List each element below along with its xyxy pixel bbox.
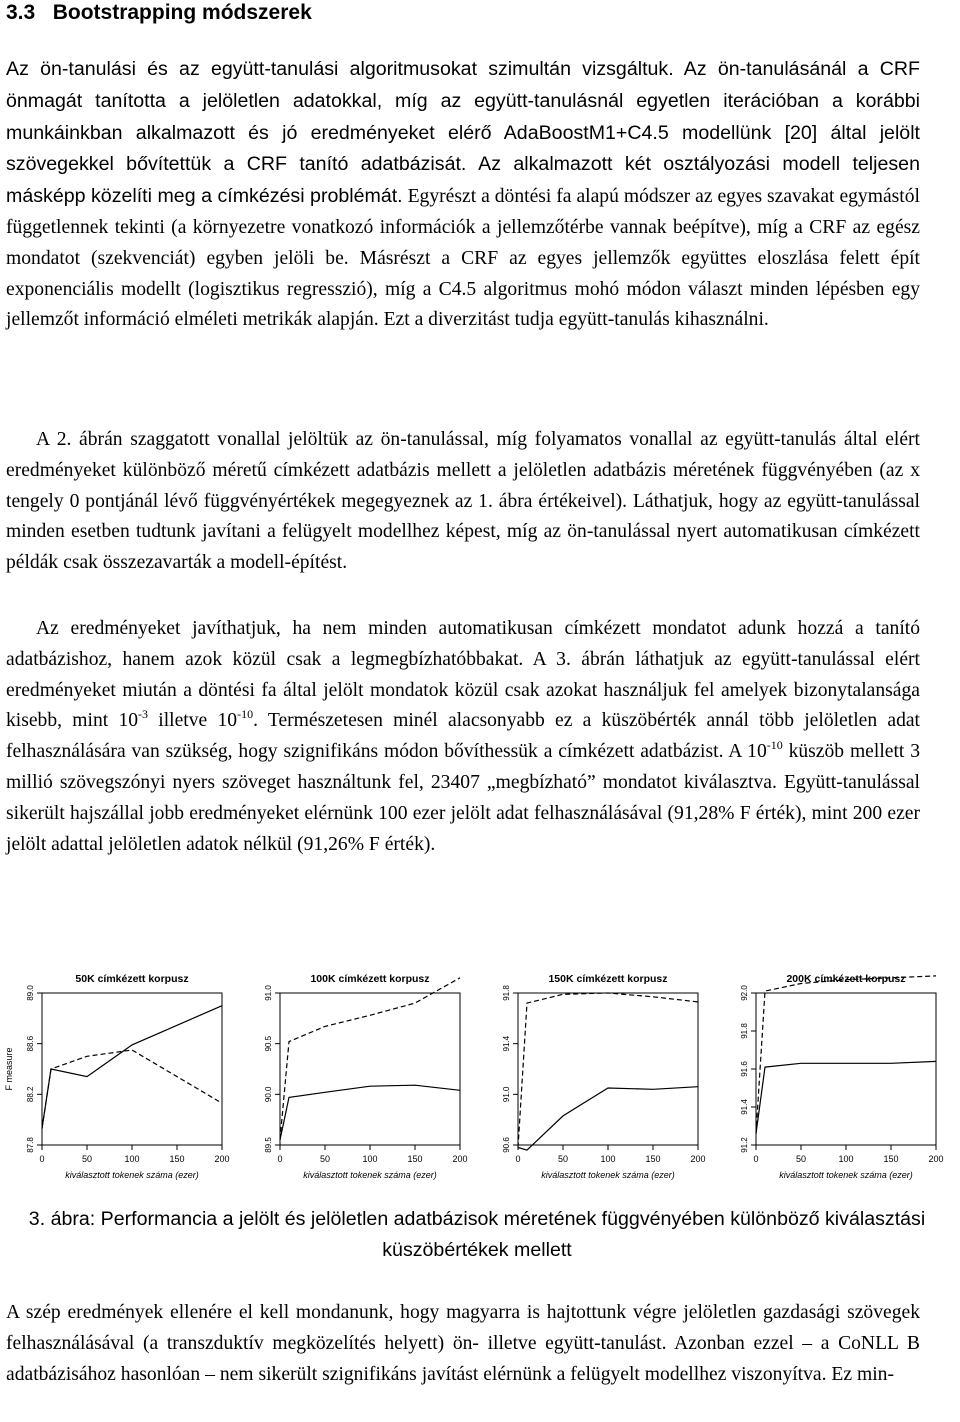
- figure-3: [0, 955, 954, 1205]
- superscript-3: -10: [766, 738, 783, 753]
- x-tick-label: 50: [557, 1154, 569, 1164]
- series-line-solid: [756, 1061, 936, 1133]
- y-tick-label: 90.6: [502, 1137, 511, 1153]
- y-tick-label: 92.0: [740, 985, 749, 1001]
- paragraph-1-part-c: Egyrészt a döntési fa alapú módszer az egyes szavakat egymástól függetlennek tekinti (a környezetre vonatkozó információk a jellemzőtérbe vannak beépítve), míg a CRF az egész mondatot (szekvenciát) egyben jelöli be. Másrészt a CRF az egyes jellemzők együttes eloszlása felett épít exponenciális modellt (logisztikus regresszió), míg a C4.5 algoritmus mohó módon választ minden lépésben egy jellemzőt információ elméleti metrikák alapján. Ezt a diverzitást tudja együtt-tanulás kihasználni.: [6, 186, 920, 331]
- y-tick-label: 90.5: [264, 1035, 273, 1052]
- paragraph-3-part-b: illetve 10: [148, 710, 238, 732]
- series-line-solid: [518, 1087, 698, 1150]
- chart-title: 200K címkézett korpusz: [786, 973, 906, 985]
- section-number: 3.3: [6, 1, 36, 24]
- x-tick-label: 100: [362, 1154, 378, 1164]
- chart-title: 150K címkézett korpusz: [548, 973, 668, 985]
- plot-frame: [42, 993, 222, 1145]
- chart-4: [714, 955, 952, 1205]
- x-tick-label: 0: [753, 1154, 759, 1164]
- y-tick-label: 87.8: [26, 1137, 35, 1153]
- x-tick-label: 200: [214, 1154, 230, 1164]
- y-tick-label: 91.8: [502, 985, 511, 1001]
- paragraph-4-text: A szép eredmények ellenére el kell mondanunk, hogy magyarra is hajtottunk végre jelöletlen gazdasági szövegek felhasználásával (a transzduktív megközelítés helyett) ön- illetve együtt-tanulást. Azonban ezzel – a CoNLL B adatbázisához hasonlóan – nem sikerült szignifikáns javítást elérnünk a felügyelt modellhez viszonyítva. Ez min-: [6, 1302, 920, 1385]
- plot-frame: [518, 993, 698, 1145]
- x-tick-label: 150: [407, 1154, 423, 1164]
- chart-panel-4: [714, 955, 952, 1205]
- series-line-dashed: [756, 976, 936, 1134]
- x-tick-label: 0: [515, 1154, 521, 1164]
- series-line-solid: [42, 1006, 222, 1129]
- x-axis-label: kiválasztott tokenek száma (ezer): [65, 1170, 199, 1180]
- series-line-dashed: [280, 978, 460, 1140]
- y-tick-label: 89.5: [264, 1137, 273, 1153]
- x-tick-label: 200: [928, 1154, 944, 1164]
- chart-1: [0, 955, 238, 1205]
- paragraph-3-part-c: . Természetesen minél alacsonyabb ez a küszöbérték annál több jelöletlen adat felhasználására van szükség, hogy szignifikáns módon bővíthessük a címkézett adatbázist. A 10: [6, 710, 921, 763]
- x-tick-label: 150: [169, 1154, 185, 1164]
- x-tick-label: 150: [883, 1154, 899, 1164]
- x-tick-label: 100: [838, 1154, 854, 1164]
- x-tick-label: 100: [600, 1154, 616, 1164]
- y-tick-label: 88.2: [26, 1086, 35, 1103]
- y-tick-label: 91.2: [740, 1137, 749, 1153]
- x-tick-label: 0: [39, 1154, 45, 1164]
- paragraph-4: [6, 1298, 920, 1390]
- plot-frame: [756, 993, 936, 1145]
- y-tick-label: 88.6: [26, 1035, 35, 1052]
- y-tick-label: 91.0: [502, 1086, 511, 1103]
- y-tick-label: 91.6: [740, 1061, 749, 1077]
- x-axis-label: kiválasztott tokenek száma (ezer): [303, 1170, 437, 1180]
- x-axis-label: kiválasztott tokenek száma (ezer): [779, 1170, 913, 1180]
- x-tick-label: 50: [81, 1154, 93, 1164]
- y-tick-label: 90.0: [264, 1086, 273, 1103]
- y-tick-label: 91.4: [740, 1099, 749, 1115]
- paragraph-2-text: A 2. ábrán szaggatott vonallal jelöltük az ön-tanulással, míg folyamatos vonallal az együtt-tanulás által elért eredményeket különböző méretű címkézett adatbázis mellett a jelöletlen adatbázis méretének függvényében (az x tengely 0 pontjánál lévő függvényértékek megegyeznek az 1. ábra értékeivel). Láthatjuk, hogy az együtt-tanulással minden esetben tudtunk javítani a felügyelt modellhez képest, míg az ön-tanulással nyert automatikusan címkézett példák csak összezavarták a modell-építést.: [6, 429, 920, 574]
- y-tick-label: 91.4: [502, 1035, 511, 1052]
- y-tick-label: 91.0: [264, 985, 273, 1001]
- x-tick-label: 50: [795, 1154, 807, 1164]
- series-line-dashed: [518, 993, 698, 1148]
- paragraph-1: [6, 54, 920, 336]
- section-heading: [6, 0, 312, 26]
- series-line-solid: [280, 1085, 460, 1140]
- y-axis-label: F measure: [4, 1047, 14, 1091]
- paragraph-3-part-d: küszöb mellett 3 millió szövegszónyi nyers szöveget használtunk fel, 23407 „megbízható” mondatot kiválasztva. Együtt-tanulással sikerült hajszállal jobb eredményeket elérnünk 100 ezer jelölt adat felhasználásával (91,28% F érték), mint 200 ezer jelölt adattal jelöletlen adatok nélkül (91,26% F érték).: [6, 741, 920, 855]
- x-tick-label: 200: [690, 1154, 706, 1164]
- y-tick-label: 91.8: [740, 1023, 749, 1039]
- paragraph-3-part-a: Az eredményeket javíthatjuk, ha nem minden automatikusan címkézett mondatot adunk hozzá a tanító adatbázishoz, hanem azok közül csak a legmegbízhatóbbakat. A 3. ábrán láthatjuk az együtt-tanulással elért eredményeket miután a döntési fa által jelölt mondatok közül csak azokat használjuk fel amelyek bizonytalansága kisebb, mint 10: [6, 618, 920, 732]
- chart-2: [238, 955, 476, 1205]
- paragraph-1-part-a: Az ön-tanulási és az együtt-tanulási algoritmusokat szimultán vizsgáltuk. Az ön-tanulásánál a CRF önmagát tanította a jelöletlen adatokkal, míg az együtt-tanulásnál egyetlen iterációban a korábbi munkáinkban alkalmazott és jó eredményeket elérő AdaBoostM1+C4.5 modellünk [20] által jelölt szövegekkel bővítettük a CRF tanító adatbázisát.: [6, 58, 920, 176]
- superscript-1: -3: [138, 707, 149, 722]
- x-tick-label: 150: [645, 1154, 661, 1164]
- x-tick-label: 200: [452, 1154, 468, 1164]
- series-line-dashed: [42, 1050, 222, 1129]
- paragraph-2: [6, 425, 920, 579]
- x-tick-label: 0: [277, 1154, 283, 1164]
- x-tick-label: 100: [124, 1154, 140, 1164]
- x-axis-label: kiválasztott tokenek száma (ezer): [541, 1170, 675, 1180]
- paragraph-1-part-b: Az alkalmazott két osztályozási modell teljesen másképp közelíti meg a címkézési problémát.: [6, 153, 920, 208]
- chart-title: 100K címkézett korpusz: [310, 973, 430, 985]
- chart-panel-2: [238, 955, 476, 1205]
- chart-panel-3: [476, 955, 714, 1205]
- section-title: Bootstrapping módszerek: [52, 1, 312, 24]
- chart-3: [476, 955, 714, 1205]
- paragraph-3: [6, 614, 920, 860]
- y-tick-label: 89.0: [26, 985, 35, 1001]
- superscript-2: -10: [237, 707, 254, 722]
- figure-caption: 3. ábra: Performancia a jelölt és jelöletlen adatbázisok méretének függvényében különböző kiválasztási küszöbértékek mellett: [28, 1208, 926, 1261]
- chart-panel-1: [0, 955, 238, 1205]
- chart-title: 50K címkézett korpusz: [75, 973, 189, 985]
- x-tick-label: 50: [319, 1154, 331, 1164]
